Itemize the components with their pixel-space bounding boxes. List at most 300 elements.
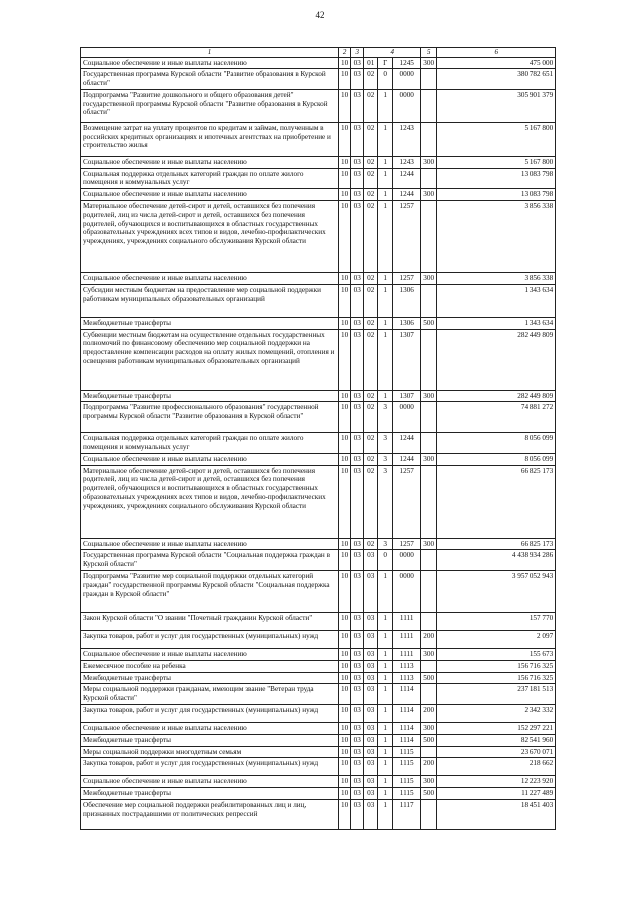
row-section: 10	[339, 57, 351, 69]
row-amount: 5 167 800	[437, 122, 556, 156]
row-subprogram: 1	[378, 746, 393, 758]
row-section: 10	[339, 684, 351, 705]
row-expense-type	[421, 613, 437, 631]
row-expense-type	[421, 402, 437, 433]
row-subprogram: 1	[378, 613, 393, 631]
table-row	[81, 433, 556, 454]
row-name: Меры социальной поддержки гражданам, имеющим звание "Ветеран труда Курской области"	[81, 684, 339, 705]
row-expense-type	[421, 89, 437, 122]
table-row	[81, 329, 556, 390]
row-direction: 1115	[393, 776, 421, 788]
table-row	[81, 799, 556, 829]
row-amount: 11 227 489	[437, 788, 556, 800]
row-name: Межбюджетные трансферты	[81, 672, 339, 684]
header-subsection: 3	[351, 48, 364, 58]
table-row	[81, 284, 556, 317]
row-direction: 0000	[393, 89, 421, 122]
row-subprogram: Г	[378, 57, 393, 69]
table-row	[81, 571, 556, 613]
row-program: 02	[364, 317, 378, 329]
row-direction: 1307	[393, 390, 421, 402]
row-subprogram: 3	[378, 538, 393, 550]
row-expense-type	[421, 550, 437, 571]
row-amount: 4 438 934 286	[437, 550, 556, 571]
table-row	[81, 734, 556, 746]
table-row	[81, 317, 556, 329]
row-direction: 1244	[393, 168, 421, 189]
row-subprogram: 1	[378, 273, 393, 285]
row-name: Межбюджетные трансферты	[81, 788, 339, 800]
row-amount: 1 343 634	[437, 317, 556, 329]
row-program: 02	[364, 465, 378, 538]
row-amount: 5 167 800	[437, 156, 556, 168]
row-section: 10	[339, 284, 351, 317]
row-subsection: 03	[351, 284, 364, 317]
row-subprogram: 1	[378, 788, 393, 800]
row-subsection: 03	[351, 672, 364, 684]
row-program: 02	[364, 284, 378, 317]
row-subsection: 03	[351, 89, 364, 122]
row-subprogram: 1	[378, 722, 393, 734]
row-amount: 157 770	[437, 613, 556, 631]
row-amount: 380 782 651	[437, 69, 556, 90]
row-amount: 82 541 960	[437, 734, 556, 746]
table-row	[81, 649, 556, 661]
row-expense-type: 300	[421, 776, 437, 788]
row-name: Государственная программа Курской области "Социальная поддержка граждан в Курской области"	[81, 550, 339, 571]
table-row	[81, 69, 556, 90]
row-direction: 1244	[393, 189, 421, 201]
row-amount: 23 670 071	[437, 746, 556, 758]
header-target-article: 4	[364, 48, 421, 58]
row-section: 10	[339, 631, 351, 649]
row-name: Меры социальной поддержки многодетным семьям	[81, 746, 339, 758]
row-subsection: 03	[351, 69, 364, 90]
row-section: 10	[339, 788, 351, 800]
row-name: Закон Курской области "О звании "Почетный гражданин Курской области"	[81, 613, 339, 631]
row-subsection: 03	[351, 799, 364, 829]
row-name: Социальное обеспечение и иные выплаты населению	[81, 57, 339, 69]
table-row	[81, 684, 556, 705]
row-amount: 1 343 634	[437, 284, 556, 317]
row-subprogram: 1	[378, 168, 393, 189]
row-direction: 0000	[393, 69, 421, 90]
row-expense-type	[421, 660, 437, 672]
row-expense-type	[421, 684, 437, 705]
row-program: 03	[364, 660, 378, 672]
row-name: Социальное обеспечение и иные выплаты населению	[81, 273, 339, 285]
row-expense-type	[421, 329, 437, 390]
row-amount: 305 901 379	[437, 89, 556, 122]
row-subprogram: 1	[378, 317, 393, 329]
row-section: 10	[339, 660, 351, 672]
table-row	[81, 122, 556, 156]
row-expense-type: 500	[421, 788, 437, 800]
row-amount: 8 056 099	[437, 433, 556, 454]
row-direction: 1115	[393, 758, 421, 776]
row-amount: 282 449 809	[437, 390, 556, 402]
row-section: 10	[339, 571, 351, 613]
row-section: 10	[339, 799, 351, 829]
row-section: 10	[339, 89, 351, 122]
row-subprogram: 1	[378, 284, 393, 317]
row-direction: 1243	[393, 122, 421, 156]
row-subprogram: 3	[378, 453, 393, 465]
row-program: 03	[364, 672, 378, 684]
row-direction: 1113	[393, 660, 421, 672]
row-direction: 1115	[393, 746, 421, 758]
table-row	[81, 273, 556, 285]
row-program: 02	[364, 168, 378, 189]
row-amount: 156 716 325	[437, 672, 556, 684]
row-subsection: 03	[351, 722, 364, 734]
row-subprogram: 1	[378, 734, 393, 746]
row-direction: 1245	[393, 57, 421, 69]
table-header-row	[81, 48, 556, 58]
row-program: 01	[364, 57, 378, 69]
row-subsection: 03	[351, 550, 364, 571]
row-subsection: 03	[351, 704, 364, 722]
row-expense-type	[421, 122, 437, 156]
row-subprogram: 1	[378, 631, 393, 649]
row-program: 02	[364, 273, 378, 285]
row-expense-type: 200	[421, 704, 437, 722]
row-subsection: 03	[351, 122, 364, 156]
row-name: Подпрограмма "Развитие дошкольного и общего образования детей" государственной программы Курской области "Развитие образования в Курской области"	[81, 89, 339, 122]
table-row	[81, 631, 556, 649]
row-expense-type: 300	[421, 649, 437, 661]
row-program: 02	[364, 453, 378, 465]
row-name: Межбюджетные трансферты	[81, 734, 339, 746]
row-section: 10	[339, 538, 351, 550]
row-expense-type: 300	[421, 57, 437, 69]
row-direction: 0000	[393, 571, 421, 613]
row-amount: 2 342 332	[437, 704, 556, 722]
table-row	[81, 57, 556, 69]
row-section: 10	[339, 433, 351, 454]
table-row	[81, 453, 556, 465]
row-name: Подпрограмма "Развитие мер социальной поддержки отдельных категорий граждан" государственной программы Курской области "Социальная поддержка граждан в Курской области"	[81, 571, 339, 613]
row-expense-type	[421, 465, 437, 538]
row-program: 03	[364, 613, 378, 631]
row-section: 10	[339, 69, 351, 90]
row-program: 02	[364, 89, 378, 122]
row-name: Закупка товаров, работ и услуг для государственных (муниципальных) нужд	[81, 631, 339, 649]
row-expense-type: 200	[421, 758, 437, 776]
row-subprogram: 1	[378, 672, 393, 684]
row-section: 10	[339, 758, 351, 776]
table-row	[81, 156, 556, 168]
table-row	[81, 201, 556, 273]
row-section: 10	[339, 273, 351, 285]
row-subsection: 03	[351, 168, 364, 189]
row-subsection: 03	[351, 156, 364, 168]
row-name: Межбюджетные трансферты	[81, 317, 339, 329]
row-expense-type	[421, 746, 437, 758]
header-name: 1	[81, 48, 339, 58]
row-direction: 0000	[393, 550, 421, 571]
row-subsection: 03	[351, 684, 364, 705]
row-amount: 237 181 513	[437, 684, 556, 705]
row-amount: 3 856 338	[437, 201, 556, 273]
table-row	[81, 390, 556, 402]
row-section: 10	[339, 317, 351, 329]
row-expense-type	[421, 433, 437, 454]
row-subprogram: 1	[378, 156, 393, 168]
row-amount: 2 097	[437, 631, 556, 649]
row-direction: 0000	[393, 402, 421, 433]
row-section: 10	[339, 613, 351, 631]
row-name: Субсидии местным бюджетам на предоставление мер социальной поддержки работникам муниципальных образовательных организаций	[81, 284, 339, 317]
row-subprogram: 1	[378, 201, 393, 273]
row-section: 10	[339, 122, 351, 156]
row-subsection: 03	[351, 189, 364, 201]
row-subsection: 03	[351, 453, 364, 465]
row-amount: 475 000	[437, 57, 556, 69]
table-row	[81, 89, 556, 122]
row-direction: 1257	[393, 201, 421, 273]
row-subsection: 03	[351, 402, 364, 433]
row-subsection: 03	[351, 571, 364, 613]
row-name: Социальное обеспечение и иные выплаты населению	[81, 722, 339, 734]
row-name: Материальное обеспечение детей-сирот и детей, оставшихся без попечения родителей, лиц из числа детей-сирот и детей, оставшихся без попечения родителей, обучающихся и воспитывающихся в областных государственных образовательных учреждениях всех типов и видов, лечебно-профилактических учреждениях, учреждениях социального обслуживания Курской области	[81, 465, 339, 538]
row-direction: 1114	[393, 684, 421, 705]
row-expense-type: 300	[421, 538, 437, 550]
row-direction: 1115	[393, 788, 421, 800]
table-row	[81, 722, 556, 734]
row-subsection: 03	[351, 776, 364, 788]
row-direction: 1257	[393, 465, 421, 538]
row-program: 02	[364, 538, 378, 550]
row-program: 03	[364, 799, 378, 829]
row-section: 10	[339, 201, 351, 273]
row-expense-type: 300	[421, 453, 437, 465]
row-direction: 1257	[393, 273, 421, 285]
row-direction: 1111	[393, 649, 421, 661]
row-direction: 1307	[393, 329, 421, 390]
row-amount: 8 056 099	[437, 453, 556, 465]
row-subprogram: 3	[378, 433, 393, 454]
row-expense-type	[421, 168, 437, 189]
row-subprogram: 0	[378, 550, 393, 571]
row-amount: 66 825 173	[437, 465, 556, 538]
row-subprogram: 1	[378, 329, 393, 390]
row-section: 10	[339, 734, 351, 746]
row-subsection: 03	[351, 465, 364, 538]
table-row	[81, 189, 556, 201]
row-direction: 1244	[393, 453, 421, 465]
row-subsection: 03	[351, 273, 364, 285]
row-program: 02	[364, 201, 378, 273]
row-subprogram: 1	[378, 758, 393, 776]
page-number: 42	[315, 10, 325, 20]
header-expense-type: 5	[421, 48, 437, 58]
row-subsection: 03	[351, 433, 364, 454]
row-program: 03	[364, 649, 378, 661]
row-name: Закупка товаров, работ и услуг для государственных (муниципальных) нужд	[81, 704, 339, 722]
row-expense-type	[421, 201, 437, 273]
row-program: 02	[364, 433, 378, 454]
row-subsection: 03	[351, 329, 364, 390]
row-section: 10	[339, 329, 351, 390]
row-name: Подпрограмма "Развитие профессионального образования" государственной программы Курской области "Развитие образования в Курской области"	[81, 402, 339, 433]
row-subsection: 03	[351, 788, 364, 800]
table-row	[81, 704, 556, 722]
row-amount: 152 297 221	[437, 722, 556, 734]
row-direction: 1111	[393, 631, 421, 649]
row-expense-type	[421, 69, 437, 90]
row-name: Субвенции местным бюджетам на осуществление отдельных государственных полномочий по финансовому обеспечению мер социальной поддержки на предоставление компенсации расходов на оплату жилых помещений, отопления и освещения работникам муниципальных образовательных организаций	[81, 329, 339, 390]
row-amount: 66 825 173	[437, 538, 556, 550]
row-section: 10	[339, 453, 351, 465]
row-name: Возмещение затрат на уплату процентов по кредитам и займам, полученным в российских кредитных организациях и ипотечных агентствах на приобретение и строительство жилья	[81, 122, 339, 156]
row-subsection: 03	[351, 758, 364, 776]
row-name: Социальное обеспечение и иные выплаты населению	[81, 776, 339, 788]
row-name: Ежемесячное пособие на ребенка	[81, 660, 339, 672]
row-expense-type: 300	[421, 390, 437, 402]
row-name: Межбюджетные трансферты	[81, 390, 339, 402]
row-section: 10	[339, 168, 351, 189]
row-section: 10	[339, 776, 351, 788]
row-program: 03	[364, 734, 378, 746]
table-row	[81, 672, 556, 684]
row-expense-type: 300	[421, 156, 437, 168]
row-expense-type: 300	[421, 722, 437, 734]
row-subsection: 03	[351, 613, 364, 631]
row-subsection: 03	[351, 631, 364, 649]
row-program: 03	[364, 758, 378, 776]
row-section: 10	[339, 649, 351, 661]
row-expense-type: 300	[421, 189, 437, 201]
row-subprogram: 1	[378, 649, 393, 661]
row-subsection: 03	[351, 649, 364, 661]
row-subprogram: 0	[378, 69, 393, 90]
row-name: Государственная программа Курской области "Развитие образования в Курской области"	[81, 69, 339, 90]
row-subprogram: 1	[378, 571, 393, 613]
row-direction: 1117	[393, 799, 421, 829]
header-section: 2	[339, 48, 351, 58]
row-section: 10	[339, 722, 351, 734]
row-program: 02	[364, 156, 378, 168]
row-expense-type	[421, 284, 437, 317]
row-name: Социальная поддержка отдельных категорий граждан по оплате жилого помещения и коммунальных услуг	[81, 168, 339, 189]
row-program: 03	[364, 571, 378, 613]
row-name: Социальное обеспечение и иные выплаты населению	[81, 156, 339, 168]
row-subprogram: 1	[378, 799, 393, 829]
row-name: Закупка товаров, работ и услуг для государственных (муниципальных) нужд	[81, 758, 339, 776]
row-direction: 1244	[393, 433, 421, 454]
row-expense-type	[421, 799, 437, 829]
header-amount: 6	[437, 48, 556, 58]
row-program: 02	[364, 329, 378, 390]
row-subprogram: 1	[378, 660, 393, 672]
row-direction: 1111	[393, 613, 421, 631]
row-subsection: 03	[351, 746, 364, 758]
row-expense-type: 500	[421, 672, 437, 684]
row-expense-type: 200	[421, 631, 437, 649]
row-expense-type: 500	[421, 317, 437, 329]
row-subprogram: 1	[378, 684, 393, 705]
row-subprogram: 3	[378, 465, 393, 538]
row-subsection: 03	[351, 734, 364, 746]
row-amount: 18 451 403	[437, 799, 556, 829]
row-section: 10	[339, 550, 351, 571]
row-section: 10	[339, 746, 351, 758]
row-program: 03	[364, 684, 378, 705]
row-section: 10	[339, 704, 351, 722]
row-direction: 1257	[393, 538, 421, 550]
row-amount: 155 673	[437, 649, 556, 661]
row-direction: 1114	[393, 722, 421, 734]
row-direction: 1243	[393, 156, 421, 168]
row-subsection: 03	[351, 201, 364, 273]
table-row	[81, 465, 556, 538]
row-subprogram: 1	[378, 704, 393, 722]
row-amount: 13 083 798	[437, 168, 556, 189]
row-direction: 1114	[393, 704, 421, 722]
row-amount: 13 083 798	[437, 189, 556, 201]
row-name: Материальное обеспечение детей-сирот и детей, оставшихся без попечения родителей, лиц из числа детей-сирот и детей, оставшихся без попечения родителей, обучающихся и воспитывающихся в областных государственных образовательных учреждениях всех типов и видов, лечебно-профилактических учреждениях, учреждениях социального обслуживания Курской области	[81, 201, 339, 273]
row-program: 02	[364, 69, 378, 90]
row-amount: 74 881 272	[437, 402, 556, 433]
row-amount: 12 223 920	[437, 776, 556, 788]
row-amount: 3 856 338	[437, 273, 556, 285]
row-subprogram: 1	[378, 776, 393, 788]
table-row	[81, 660, 556, 672]
row-subprogram: 1	[378, 390, 393, 402]
row-name: Социальная поддержка отдельных категорий граждан по оплате жилого помещения и коммунальных услуг	[81, 433, 339, 454]
row-direction: 1306	[393, 317, 421, 329]
row-subsection: 03	[351, 390, 364, 402]
budget-table	[80, 47, 556, 830]
row-amount: 156 716 325	[437, 660, 556, 672]
row-program: 03	[364, 776, 378, 788]
row-subsection: 03	[351, 660, 364, 672]
table-row	[81, 550, 556, 571]
row-program: 02	[364, 402, 378, 433]
row-expense-type: 500	[421, 734, 437, 746]
row-subprogram: 1	[378, 122, 393, 156]
row-expense-type	[421, 571, 437, 613]
row-name: Социальное обеспечение и иные выплаты населению	[81, 649, 339, 661]
row-amount: 282 449 809	[437, 329, 556, 390]
row-subprogram: 1	[378, 189, 393, 201]
row-section: 10	[339, 189, 351, 201]
row-program: 03	[364, 746, 378, 758]
row-subprogram: 3	[378, 402, 393, 433]
row-name: Социальное обеспечение и иные выплаты населению	[81, 538, 339, 550]
row-expense-type: 300	[421, 273, 437, 285]
row-program: 02	[364, 189, 378, 201]
row-name: Социальное обеспечение и иные выплаты населению	[81, 189, 339, 201]
row-program: 02	[364, 122, 378, 156]
row-section: 10	[339, 465, 351, 538]
row-amount: 3 957 052 943	[437, 571, 556, 613]
row-subsection: 03	[351, 538, 364, 550]
row-section: 10	[339, 402, 351, 433]
row-program: 02	[364, 390, 378, 402]
table-row	[81, 758, 556, 776]
row-name: Обеспечение мер социальной поддержки реабилитированных лиц и лиц, признанных пострадавшими от политических репрессий	[81, 799, 339, 829]
row-section: 10	[339, 156, 351, 168]
table-row	[81, 776, 556, 788]
row-section: 10	[339, 390, 351, 402]
row-program: 03	[364, 722, 378, 734]
row-name: Социальное обеспечение и иные выплаты населению	[81, 453, 339, 465]
table-row	[81, 402, 556, 433]
row-subprogram: 1	[378, 89, 393, 122]
row-program: 03	[364, 704, 378, 722]
